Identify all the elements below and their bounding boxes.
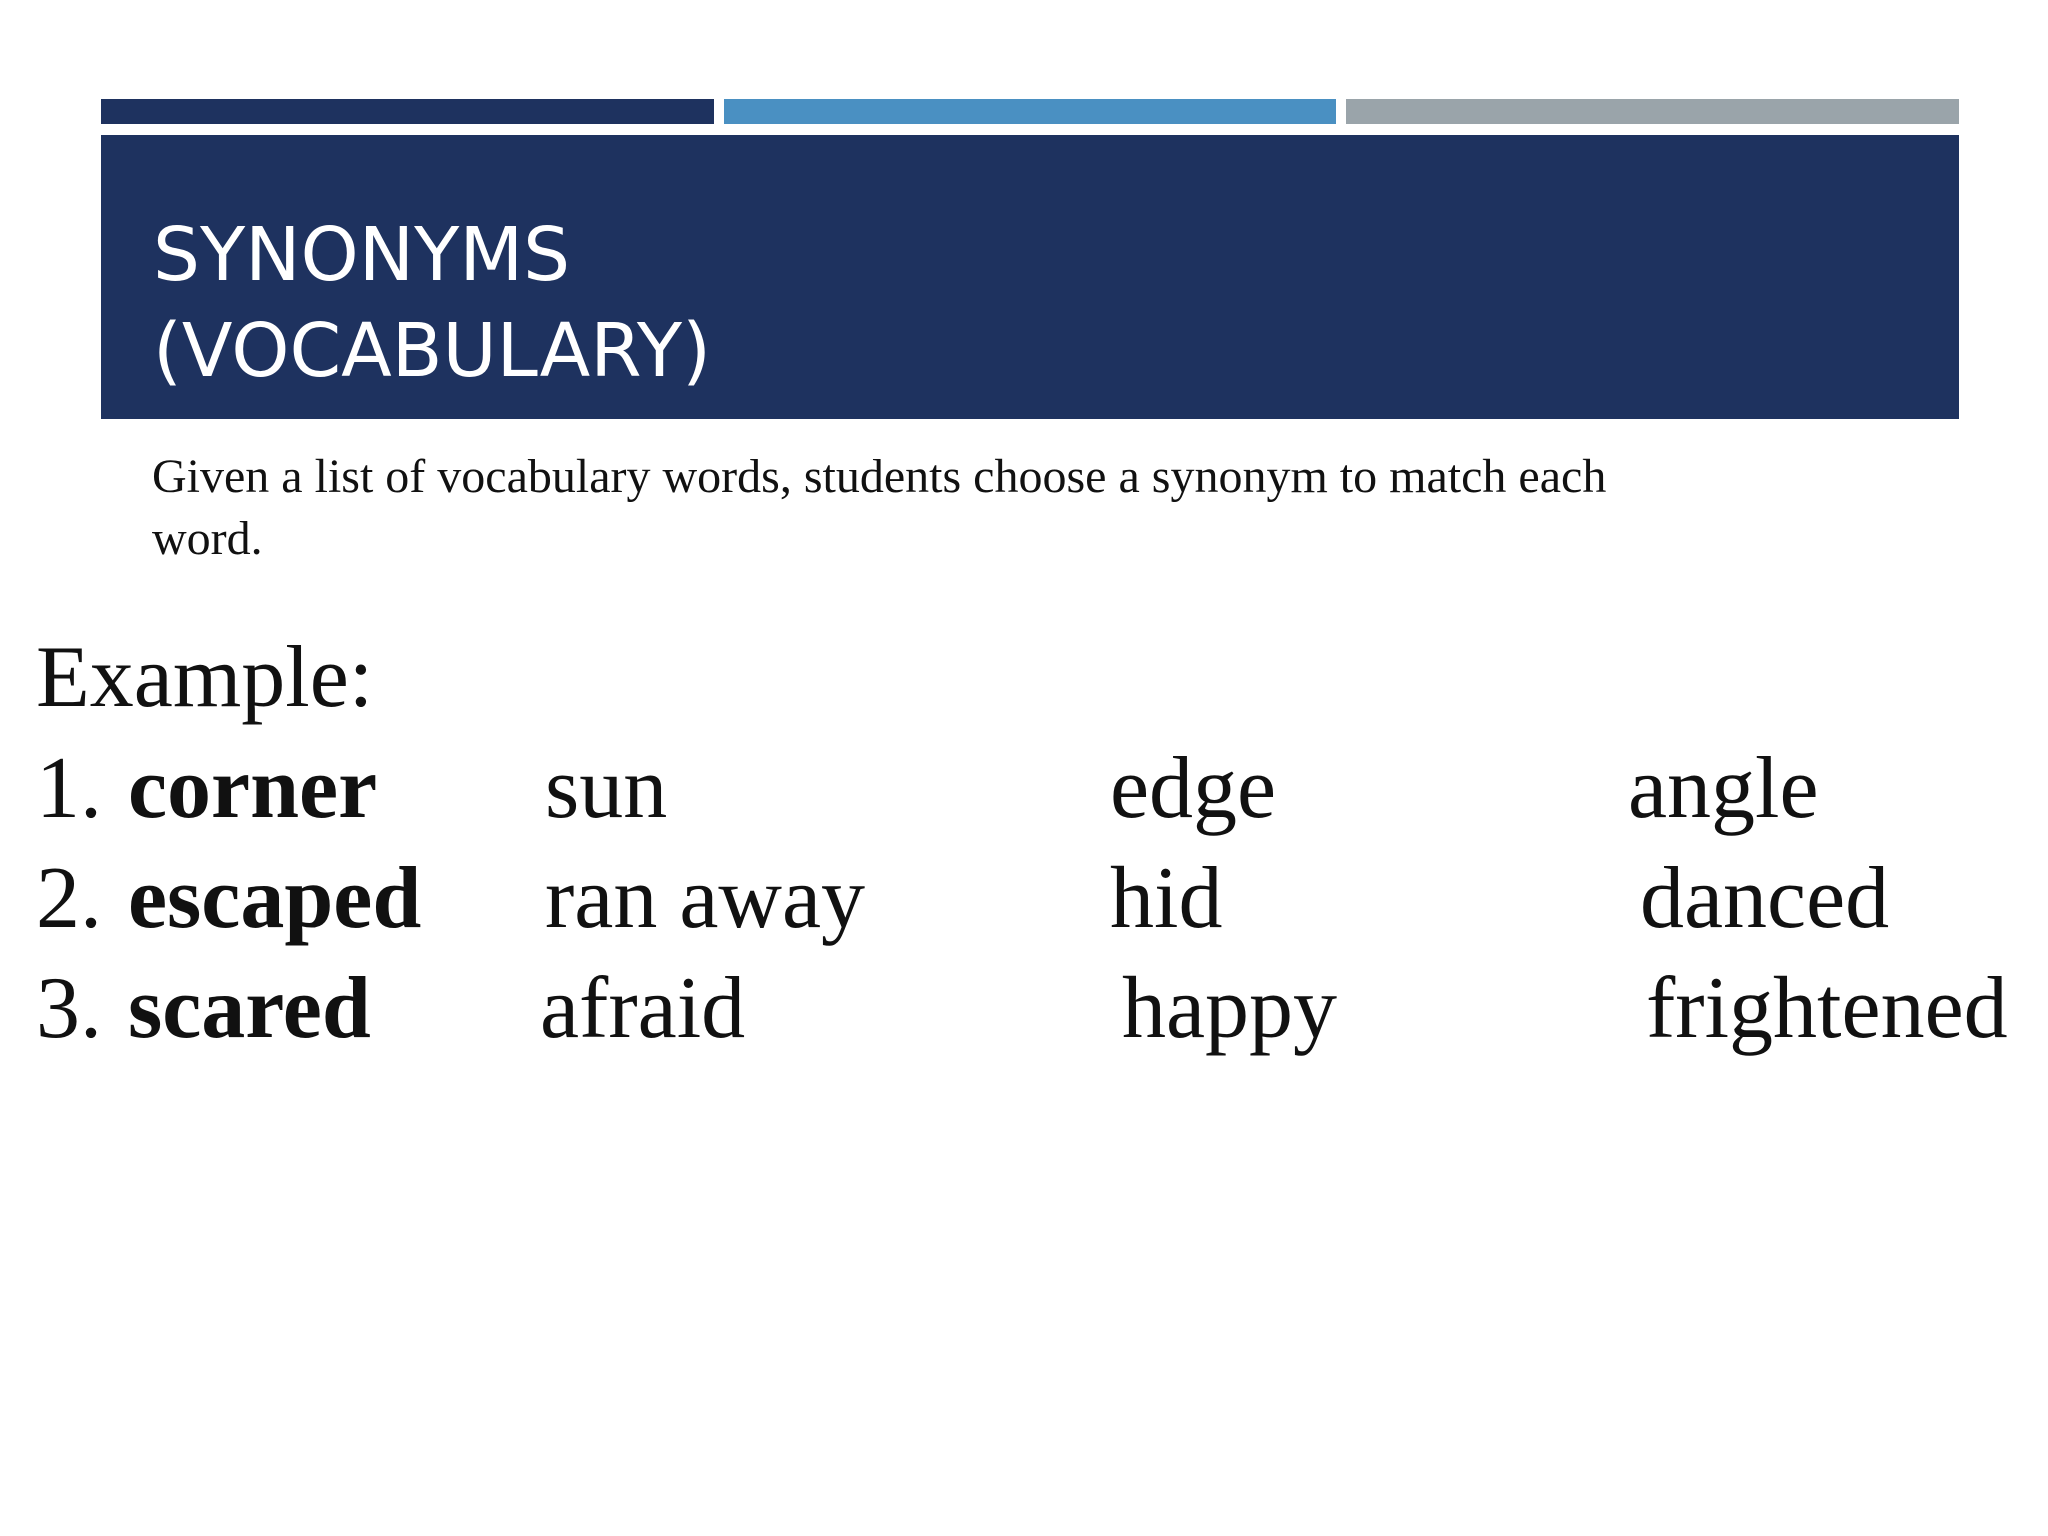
slide-description: Given a list of vocabulary words, students choose a synonym to match each word.: [152, 450, 1607, 565]
vocabulary-word: escaped: [128, 850, 422, 947]
vocabulary-word: corner: [128, 740, 378, 837]
title-line-1: SYNONYMS: [153, 212, 571, 298]
slide-title: [153, 207, 711, 399]
accent-bar-gray: [1346, 99, 1959, 124]
synonym-option: sun: [545, 740, 668, 837]
example-item: [0, 844, 2048, 954]
accent-bar-blue: [724, 99, 1336, 124]
item-number: 2.: [36, 850, 102, 947]
item-number: 3.: [36, 960, 102, 1057]
example-item: [0, 954, 2048, 1064]
example-heading: Example:: [36, 629, 374, 726]
synonym-option: afraid: [540, 960, 746, 1057]
synonym-option: hid: [1110, 850, 1223, 947]
synonym-option: angle: [1628, 740, 1819, 837]
synonym-option: happy: [1122, 960, 1338, 1057]
title-band: [101, 135, 1959, 419]
synonym-option: ran away: [545, 850, 866, 947]
synonym-option: danced: [1640, 850, 1890, 947]
vocabulary-word: scared: [128, 960, 371, 1057]
item-number: 1.: [36, 740, 102, 837]
accent-bar-dark: [101, 99, 714, 124]
synonym-option: edge: [1110, 740, 1277, 837]
title-line-2: (VOCABULARY): [153, 308, 711, 394]
synonym-option: frightened: [1646, 960, 2008, 1057]
example-item: [0, 734, 2048, 844]
